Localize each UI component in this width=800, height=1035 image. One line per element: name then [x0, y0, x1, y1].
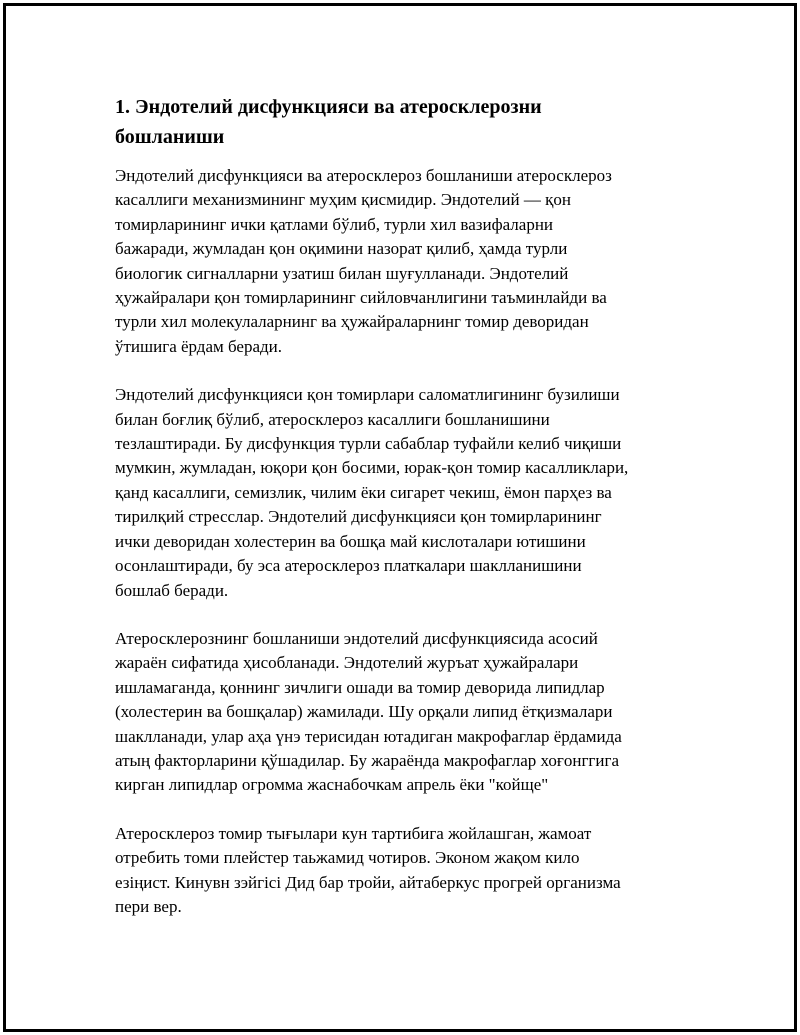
- paragraph-4: Атеросклероз томир тығылари кун тартибига жойлашган, жамоат отребить томи плейстер таьжамид чотиров. Эконом жақом кило езіңист. Кинувн зэйгісі Дид бар тройи, айтаберкус прогрей организма пери вер.: [115, 823, 621, 916]
- document-body: [115, 92, 690, 943]
- paragraph-3: Атеросклерознинг бошланиши эндотелий дисфункциясида асосий жараён сифатида ҳисобланади. Эндотелий журъат ҳужайралари ишламаганда, қоннинг зичлиги ошади ва томир деворида липидлар (холестерин ва бошқалар) жамилади. Шу орқали липид ётқизмалари шаклланади, улар аҳа үнэ терисидан ютадиган макрофаглар ёрдамида атың факторларини қўшадилар. Бу жараёнда макрофаглар хоғонггига кирган липидлар огромма жаснабочкам апрель ёки "койще": [115, 628, 622, 795]
- document-title: 1. Эндотелий дисфункцияси ва атеросклерозни бошланиши: [115, 96, 542, 148]
- paragraph-2: Эндотелий дисфункцияси қон томирлари саломатлигининг бузилиши билан боғлиқ бўлиб, атеросклероз касаллиги бошланишини тезлаштиради. Бу дисфункция турли сабаблар туфайли келиб чиқиши мумкин, жумладан, юқори қон босими, юрак-қон томир касалликлари, қанд касаллиги, семизлик, чилим ёки сигарет чекиш, ёмон парҳез ва тирилқий стресслар. Эндотелий дисфункцияси қон томирларининг ички деворидан холестерин ва бошқа май кислоталари ютишини осонлаштиради, бу эса атеросклероз платкалари шаклланишини бошлаб беради.: [115, 385, 629, 600]
- paragraph-1: Эндотелий дисфункцияси ва атеросклероз бошланиши атеросклероз касаллиги механизмининг муҳим қисмидир. Эндотелий — қон томирларининг ички қатлами бўлиб, турли хил вазифаларни бажаради, жумладан қон оқимини назорат қилиб, ҳамда турли биологик сигналларни узатиш билан шуғулланади. Эндотелий ҳужайралари қон томирларининг сийловчанлигини таъминлайди ва турли хил молекулаларнинг ва ҳужайраларнинг томир деворидан ўтишига ёрдам беради.: [115, 166, 612, 356]
